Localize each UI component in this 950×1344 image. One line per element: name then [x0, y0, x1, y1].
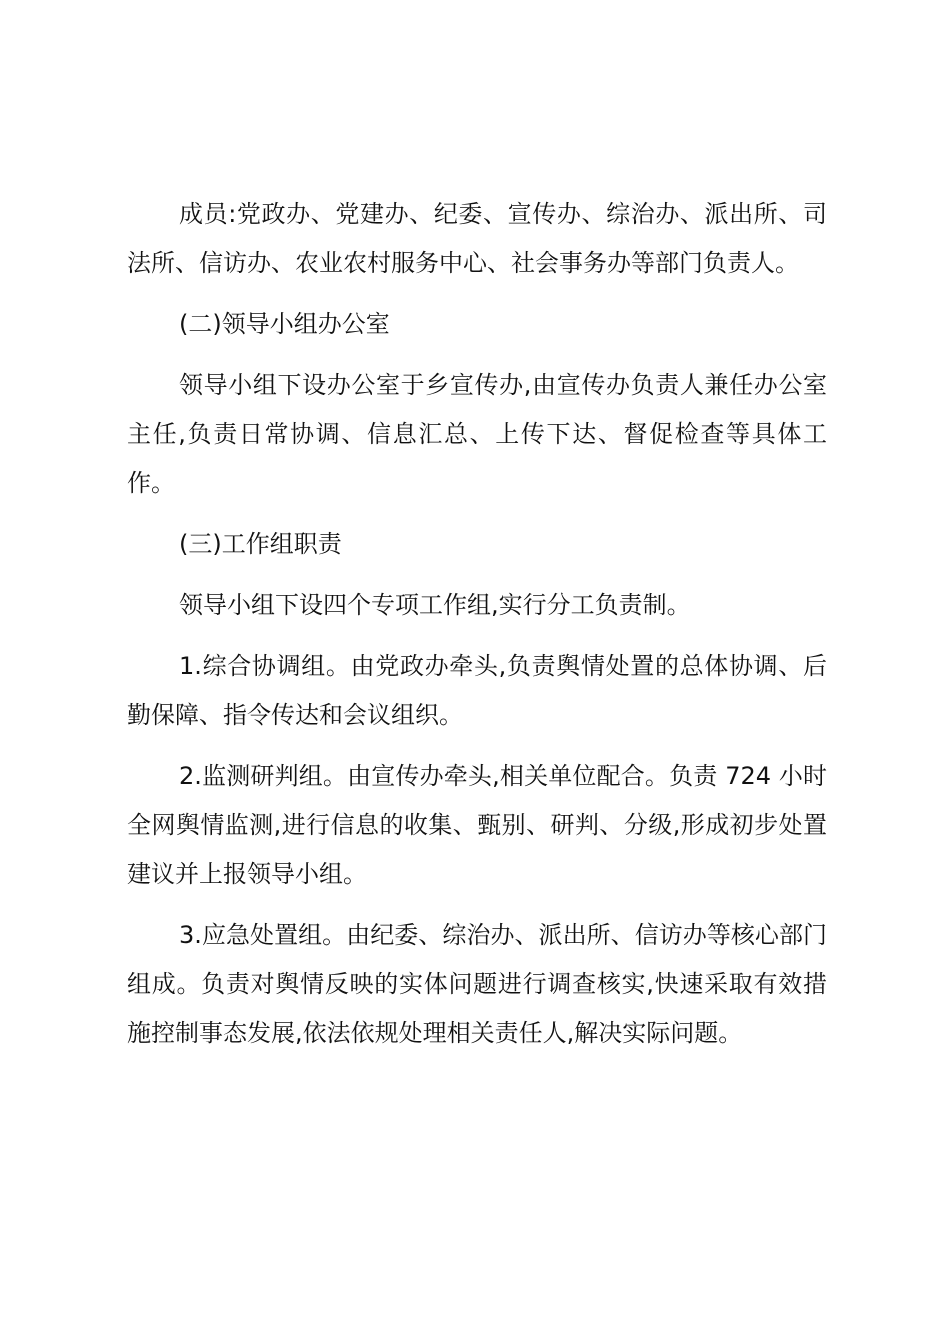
paragraph-office: 领导小组下设办公室于乡宣传办,由宣传办负责人兼任办公室主任,负责日常协调、信息汇总、上传下达、督促检查等具体工作。 [127, 371, 827, 497]
heading-office: (二)领导小组办公室 [179, 310, 390, 338]
heading-duties: (三)工作组职责 [179, 530, 342, 558]
paragraph-group-1: 1.综合协调组。由党政办牵头,负责舆情处置的总体协调、后勤保障、指令传达和会议组织。 [127, 652, 827, 729]
paragraph-members: 成员:党政办、党建办、纪委、宣传办、综治办、派出所、司法所、信访办、农业农村服务中心、社会事务办等部门负责人。 [127, 200, 827, 277]
paragraph-group-2: 2.监测研判组。由宣传办牵头,相关单位配合。负责 724 小时全网舆情监测,进行信息的收集、甄别、研判、分级,形成初步处置建议并上报领导小组。 [127, 762, 827, 888]
document-body [127, 190, 827, 1070]
paragraph-group-3: 3.应急处置组。由纪委、综治办、派出所、信访办等核心部门组成。负责对舆情反映的实体问题进行调查核实,快速采取有效措施控制事态发展,依法依规处理相关责任人,解决实际问题。 [127, 921, 827, 1047]
paragraph-duties-intro: 领导小组下设四个专项工作组,实行分工负责制。 [179, 591, 691, 619]
